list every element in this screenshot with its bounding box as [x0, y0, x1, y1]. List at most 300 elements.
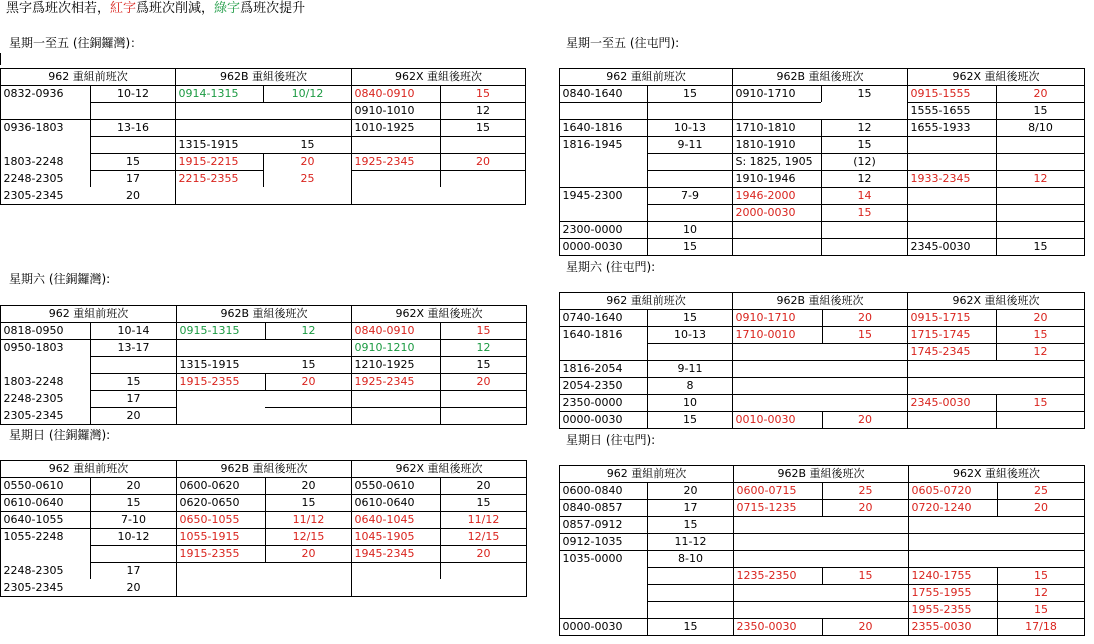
before-freq-cell: 10-13	[674, 121, 706, 134]
table-row	[560, 500, 1085, 517]
before-freq-cell: 15	[683, 620, 698, 633]
before-time-cell: 2300-0000	[562, 223, 623, 236]
header-962-before: 962 重組前班次	[1, 306, 177, 323]
b-freq-cell: 20	[858, 501, 873, 514]
table-row	[1, 563, 527, 580]
before-freq-cell: 9-11	[677, 138, 703, 151]
before-time-cell: 1816-1945	[562, 138, 623, 151]
b-time-cell: 1915-2215	[178, 155, 239, 168]
table-row	[1, 357, 527, 374]
before-time-cell: 2248-2305	[3, 172, 64, 185]
b-time-cell: 0650-1055	[179, 513, 240, 526]
x-freq-cell: 15	[1034, 569, 1049, 582]
before-time-cell	[560, 171, 648, 188]
table-row	[560, 585, 1085, 602]
x-time-cell: 1745-2345	[910, 345, 971, 358]
x-freq-cell	[997, 378, 1085, 395]
b-time-cell: 0715-1235	[736, 501, 797, 514]
table-header-row	[1, 461, 527, 478]
before-time-cell: 1640-1816	[562, 121, 623, 134]
before-freq-cell: 11-12	[674, 535, 707, 548]
x-time-cell: 0550-0610	[354, 479, 415, 493]
b-freq-cell: 20	[858, 620, 873, 633]
x-time-cell: 1945-2345	[354, 547, 415, 560]
legend-mid-text: 爲班次削減，	[136, 1, 215, 16]
table-header-row	[560, 69, 1085, 86]
before-freq-cell: 9-11	[677, 362, 703, 375]
b-time-cell	[733, 395, 823, 412]
b-time-cell: 1910-1946	[735, 172, 796, 185]
x-time-cell: 1655-1933	[910, 121, 971, 134]
x-freq-cell: 20	[476, 479, 491, 493]
b-time-cell	[734, 585, 823, 602]
x-freq-cell	[441, 563, 527, 580]
before-freq-cell: 17	[126, 172, 140, 185]
header-962-before: 962 重組前班次	[1, 461, 177, 478]
before-freq-cell: 10-12	[117, 87, 149, 101]
b-time-cell: 1710-1810	[735, 121, 796, 134]
x-freq-cell: 15	[476, 87, 491, 101]
before-time-cell: 0832-0936	[3, 87, 64, 101]
schedule-table-saturday-cwb	[0, 305, 527, 425]
x-freq-cell: 17/18	[1025, 620, 1057, 633]
b-time-cell: 0600-0620	[179, 479, 240, 493]
table-header-row	[1, 69, 526, 86]
x-freq-cell: 15	[476, 121, 491, 134]
header-962x-after: 962X 重組後班次	[909, 466, 1085, 483]
color-legend	[6, 1, 305, 17]
table-row	[1, 512, 527, 529]
table-header-row	[560, 293, 1085, 310]
b-freq-cell: 12	[301, 324, 316, 338]
b-freq-cell	[823, 361, 908, 378]
before-time-cell: 0000-0030	[562, 240, 623, 253]
before-freq-cell	[648, 171, 733, 188]
before-time-cell	[1, 357, 91, 374]
table-row	[560, 222, 1085, 239]
before-time-cell: 0818-0950	[3, 324, 64, 338]
before-time-cell: 1035-0000	[562, 552, 623, 565]
header-962-before: 962 重組前班次	[560, 293, 733, 310]
header-962x-after: 962X 重組後班次	[352, 69, 526, 86]
x-freq-cell	[441, 580, 527, 597]
b-time-cell: 1915-2355	[179, 375, 240, 388]
table-row	[1, 478, 527, 495]
b-freq-cell: 12/15	[292, 530, 325, 543]
x-time-cell: 1955-2355	[911, 603, 972, 616]
b-freq-cell: 20	[300, 155, 315, 168]
b-time-cell	[176, 120, 264, 137]
table-row	[1, 495, 527, 512]
b-time-cell	[177, 408, 266, 425]
before-time-cell	[560, 568, 648, 585]
b-freq-cell: 15	[858, 328, 872, 341]
table-row	[560, 534, 1085, 551]
b-freq-cell: 20	[301, 547, 316, 560]
b-freq-cell	[823, 344, 908, 361]
x-time-cell	[908, 154, 997, 171]
table-row	[1, 408, 527, 425]
before-time-cell: 0610-0640	[3, 496, 64, 509]
before-time-cell	[1, 137, 91, 154]
before-freq-cell: 15	[126, 496, 141, 509]
x-time-cell: 1010-1925	[354, 121, 415, 134]
before-freq-cell	[648, 568, 734, 585]
b-time-cell: 1315-1915	[178, 138, 239, 151]
b-time-cell: S: 1825, 1905	[735, 155, 813, 168]
x-time-cell: 1045-1905	[354, 530, 415, 543]
before-time-cell: 0857-0912	[562, 518, 623, 531]
b-freq-cell: 25	[300, 172, 315, 185]
table-header-row	[1, 306, 527, 323]
x-freq-cell	[998, 534, 1085, 551]
b-time-cell: 1235-2350	[736, 569, 797, 582]
before-time-cell: 2350-0000	[562, 396, 623, 409]
table-row	[560, 239, 1085, 256]
x-time-cell	[352, 580, 441, 597]
x-time-cell: 1715-1745	[910, 328, 971, 341]
before-freq-cell: 7-10	[121, 513, 146, 526]
x-time-cell: 0605-0720	[911, 484, 972, 498]
b-freq-cell: 15	[301, 496, 316, 509]
b-freq-cell	[822, 103, 908, 120]
b-time-cell: 2000-0030	[735, 206, 796, 219]
b-freq-cell: 25	[858, 484, 873, 498]
table-row	[560, 310, 1085, 327]
b-freq-cell: 11/12	[292, 513, 325, 526]
table-row	[560, 103, 1085, 120]
b-freq-cell: 20	[301, 375, 316, 388]
x-time-cell	[352, 408, 441, 425]
header-962b-after: 962B 重組後班次	[176, 69, 352, 86]
decorative-line	[0, 53, 2, 65]
b-time-cell: 1710-0010	[735, 328, 796, 341]
x-time-cell: 0910-1010	[354, 104, 415, 117]
before-time-cell: 1803-2248	[3, 375, 64, 388]
before-time-cell	[560, 602, 648, 619]
x-freq-cell: 15	[1033, 240, 1048, 253]
legend-red-word: 紅字	[110, 1, 137, 16]
x-freq-cell: 20	[476, 155, 491, 168]
before-time-cell: 2305-2345	[3, 189, 64, 202]
section-title-sunday-cwb: 星期日 (往銅鑼灣):	[9, 428, 111, 442]
x-freq-cell: 15	[1033, 104, 1048, 117]
table-row	[1, 580, 527, 597]
before-time-cell: 0740-1640	[562, 311, 623, 325]
before-time-cell: 0550-0610	[3, 479, 64, 493]
b-freq-cell	[823, 517, 909, 534]
b-freq-cell	[266, 408, 352, 425]
b-time-cell	[734, 602, 823, 619]
x-time-cell	[908, 137, 997, 154]
x-freq-cell: 20	[1033, 87, 1048, 101]
before-time-cell: 2248-2305	[3, 392, 64, 405]
x-freq-cell: 12	[1034, 586, 1049, 599]
b-time-cell: 1810-1910	[735, 138, 796, 151]
table-row	[560, 86, 1085, 103]
before-freq-cell: 13-17	[117, 341, 150, 354]
table-row	[1, 323, 527, 340]
before-freq-cell	[91, 357, 177, 374]
x-freq-cell	[997, 188, 1085, 205]
x-freq-cell: 8/10	[1028, 121, 1053, 134]
b-freq-cell: 14	[857, 189, 872, 202]
before-freq-cell: 20	[126, 409, 141, 422]
x-time-cell: 0610-0640	[354, 496, 415, 509]
b-time-cell: 1915-2355	[179, 547, 240, 560]
before-freq-cell: 20	[126, 581, 141, 594]
b-freq-cell	[264, 188, 352, 205]
x-time-cell	[908, 222, 997, 239]
x-time-cell: 0915-1555	[910, 87, 971, 101]
table-row	[1, 120, 526, 137]
header-962x-after: 962X 重組後班次	[908, 69, 1085, 86]
b-time-cell: 0915-1315	[179, 324, 240, 338]
before-freq-cell: 20	[126, 479, 141, 493]
before-freq-cell: 17	[683, 501, 698, 514]
section-title-saturday-cwb: 星期六 (往銅鑼灣):	[9, 272, 111, 286]
before-time-cell: 1055-2248	[3, 530, 64, 543]
x-freq-cell	[998, 517, 1085, 534]
b-freq-cell	[823, 395, 908, 412]
before-freq-cell: 17	[126, 564, 141, 577]
b-time-cell	[733, 222, 822, 239]
section-title-weekday-tm: 星期一至五 (往屯門):	[566, 36, 680, 50]
x-freq-cell: 15	[1034, 603, 1049, 616]
before-time-cell: 0912-1035	[562, 535, 623, 548]
x-freq-cell	[441, 137, 526, 154]
b-freq-cell: (12)	[853, 155, 876, 168]
before-freq-cell: 15	[683, 87, 697, 101]
before-time-cell: 2248-2305	[3, 564, 64, 577]
table-row	[560, 205, 1085, 222]
before-freq-cell: 13-16	[117, 121, 149, 134]
before-freq-cell: 15	[683, 240, 697, 253]
x-freq-cell: 11/12	[467, 513, 500, 526]
header-962-before: 962 重組前班次	[560, 466, 734, 483]
x-time-cell: 0840-0910	[354, 324, 415, 338]
x-freq-cell: 20	[1033, 311, 1048, 325]
before-freq-cell	[648, 585, 734, 602]
before-time-cell: 0000-0030	[562, 413, 623, 426]
b-freq-cell: 10/12	[291, 87, 324, 101]
x-time-cell: 0720-1240	[911, 501, 972, 514]
x-freq-cell	[441, 171, 526, 188]
x-freq-cell	[997, 154, 1085, 171]
x-freq-cell: 20	[1034, 501, 1049, 514]
x-freq-cell	[997, 205, 1085, 222]
before-time-cell: 1816-2054	[562, 362, 623, 375]
before-freq-cell: 20	[126, 189, 140, 202]
before-freq-cell: 20	[683, 484, 698, 498]
b-time-cell	[733, 378, 823, 395]
x-freq-cell	[441, 188, 526, 205]
before-freq-cell: 10-13	[674, 328, 706, 341]
b-freq-cell	[266, 340, 352, 357]
table-row	[560, 378, 1085, 395]
x-freq-cell	[997, 412, 1085, 429]
b-time-cell	[177, 563, 266, 580]
table-row	[560, 327, 1085, 344]
table-header-row	[560, 466, 1085, 483]
x-time-cell	[908, 361, 997, 378]
b-freq-cell	[823, 534, 909, 551]
before-time-cell: 2054-2350	[562, 379, 623, 392]
x-freq-cell	[997, 361, 1085, 378]
before-time-cell: 0936-1803	[3, 121, 64, 134]
header-962-before: 962 重組前班次	[1, 69, 176, 86]
before-time-cell: 1945-2300	[562, 189, 623, 202]
table-row	[560, 568, 1085, 585]
schedule-table-saturday-tm	[559, 292, 1085, 429]
x-time-cell	[352, 171, 441, 188]
before-freq-cell: 10	[683, 396, 697, 409]
x-time-cell	[908, 205, 997, 222]
header-962x-after: 962X 重組後班次	[908, 293, 1085, 310]
b-time-cell: 0910-1710	[735, 87, 796, 101]
b-freq-cell: 20	[301, 479, 316, 493]
b-freq-cell: 20	[858, 413, 872, 426]
before-time-cell	[560, 103, 648, 120]
schedule-table-sunday-cwb	[0, 460, 527, 597]
header-962b-after: 962B 重組後班次	[734, 466, 909, 483]
b-freq-cell	[823, 585, 909, 602]
b-time-cell: 0620-0650	[179, 496, 240, 509]
header-962x-after: 962X 重組後班次	[352, 461, 527, 478]
b-freq-cell	[823, 378, 908, 395]
table-row	[560, 551, 1085, 568]
x-time-cell: 1555-1655	[910, 104, 971, 117]
x-time-cell	[352, 188, 441, 205]
b-time-cell	[176, 188, 264, 205]
legend-tail-text: 爲班次提升	[240, 1, 306, 16]
before-time-cell: 2305-2345	[3, 581, 64, 594]
table-row	[560, 517, 1085, 534]
table-row	[1, 546, 527, 563]
b-freq-cell: 15	[857, 87, 872, 101]
x-time-cell	[908, 188, 997, 205]
header-962x-after: 962X 重組後班次	[352, 306, 527, 323]
b-freq-cell: 15	[300, 138, 315, 151]
x-freq-cell: 12/15	[467, 530, 500, 543]
x-freq-cell: 12	[1033, 345, 1048, 358]
before-freq-cell: 15	[126, 155, 140, 168]
b-freq-cell: 12	[857, 172, 872, 185]
b-freq-cell	[264, 103, 352, 120]
table-row	[560, 412, 1085, 429]
x-time-cell	[352, 391, 441, 408]
legend-black-text: 黑字爲班次相若，	[6, 1, 111, 16]
table-row	[1, 103, 526, 120]
x-time-cell	[352, 137, 441, 154]
x-freq-cell	[998, 551, 1085, 568]
before-freq-cell	[648, 344, 733, 361]
x-time-cell: 2355-0030	[911, 620, 972, 633]
b-freq-cell	[823, 551, 909, 568]
before-time-cell	[1, 103, 91, 120]
before-time-cell	[560, 205, 648, 222]
x-time-cell: 0915-1715	[910, 311, 971, 325]
table-row	[1, 340, 527, 357]
before-freq-cell	[648, 154, 733, 171]
x-freq-cell: 25	[1034, 484, 1049, 498]
schedule-table-weekday-tm	[559, 68, 1085, 256]
b-time-cell: 0914-1315	[178, 87, 239, 101]
before-time-cell: 0600-0840	[562, 484, 623, 498]
before-time-cell: 0840-1640	[562, 87, 623, 101]
b-time-cell: 2215-2355	[178, 172, 239, 185]
x-time-cell: 1925-2345	[354, 155, 415, 168]
table-row	[560, 395, 1085, 412]
x-freq-cell	[997, 222, 1085, 239]
b-freq-cell	[264, 120, 352, 137]
b-freq-cell: 20	[858, 311, 872, 325]
section-title-saturday-tm: 星期六 (往屯門):	[566, 260, 656, 274]
x-freq-cell: 12	[476, 104, 491, 117]
table-row	[560, 188, 1085, 205]
before-freq-cell: 8	[686, 379, 694, 392]
table-row	[1, 154, 526, 171]
header-962-before: 962 重組前班次	[560, 69, 733, 86]
x-time-cell: 1933-2345	[910, 172, 971, 185]
b-time-cell	[733, 239, 822, 256]
before-time-cell: 2305-2345	[3, 409, 64, 422]
before-time-cell	[1, 546, 91, 563]
before-time-cell	[560, 344, 648, 361]
schedule-table-sunday-tm	[559, 465, 1085, 636]
b-time-cell: 0010-0030	[735, 413, 796, 426]
x-time-cell: 1755-1955	[911, 586, 972, 599]
x-time-cell	[909, 517, 998, 534]
b-time-cell: 0910-1710	[735, 311, 796, 325]
before-freq-cell	[91, 103, 176, 120]
table-row	[560, 154, 1085, 171]
b-time-cell	[734, 551, 823, 568]
b-time-cell	[734, 534, 823, 551]
schedule-table-weekday-cwb	[0, 68, 526, 205]
x-time-cell: 0840-0910	[354, 87, 415, 101]
b-time-cell: 0600-0715	[736, 484, 797, 498]
x-time-cell	[908, 378, 997, 395]
before-freq-cell	[91, 546, 177, 563]
x-time-cell: 0910-1210	[354, 341, 415, 354]
table-row	[1, 374, 527, 391]
b-freq-cell: 15	[301, 358, 316, 371]
b-time-cell	[177, 580, 266, 597]
before-time-cell: 1803-2248	[3, 155, 64, 168]
before-time-cell: 0640-1055	[3, 513, 64, 526]
b-time-cell	[733, 103, 822, 120]
table-row	[560, 483, 1085, 500]
x-freq-cell: 15	[1033, 396, 1048, 409]
table-row	[560, 137, 1085, 154]
before-freq-cell: 10-12	[117, 530, 150, 543]
before-time-cell	[560, 585, 648, 602]
b-time-cell: 1315-1915	[179, 358, 240, 371]
table-row	[560, 361, 1085, 378]
x-time-cell	[909, 534, 998, 551]
b-time-cell	[177, 391, 266, 408]
b-time-cell	[733, 344, 823, 361]
before-time-cell: 0950-1803	[3, 341, 64, 354]
x-freq-cell: 15	[1033, 328, 1048, 341]
before-freq-cell	[648, 205, 733, 222]
table-row	[1, 391, 527, 408]
b-time-cell: 2350-0030	[736, 620, 797, 633]
b-time-cell	[734, 517, 823, 534]
x-freq-cell	[441, 391, 527, 408]
b-freq-cell	[266, 391, 352, 408]
